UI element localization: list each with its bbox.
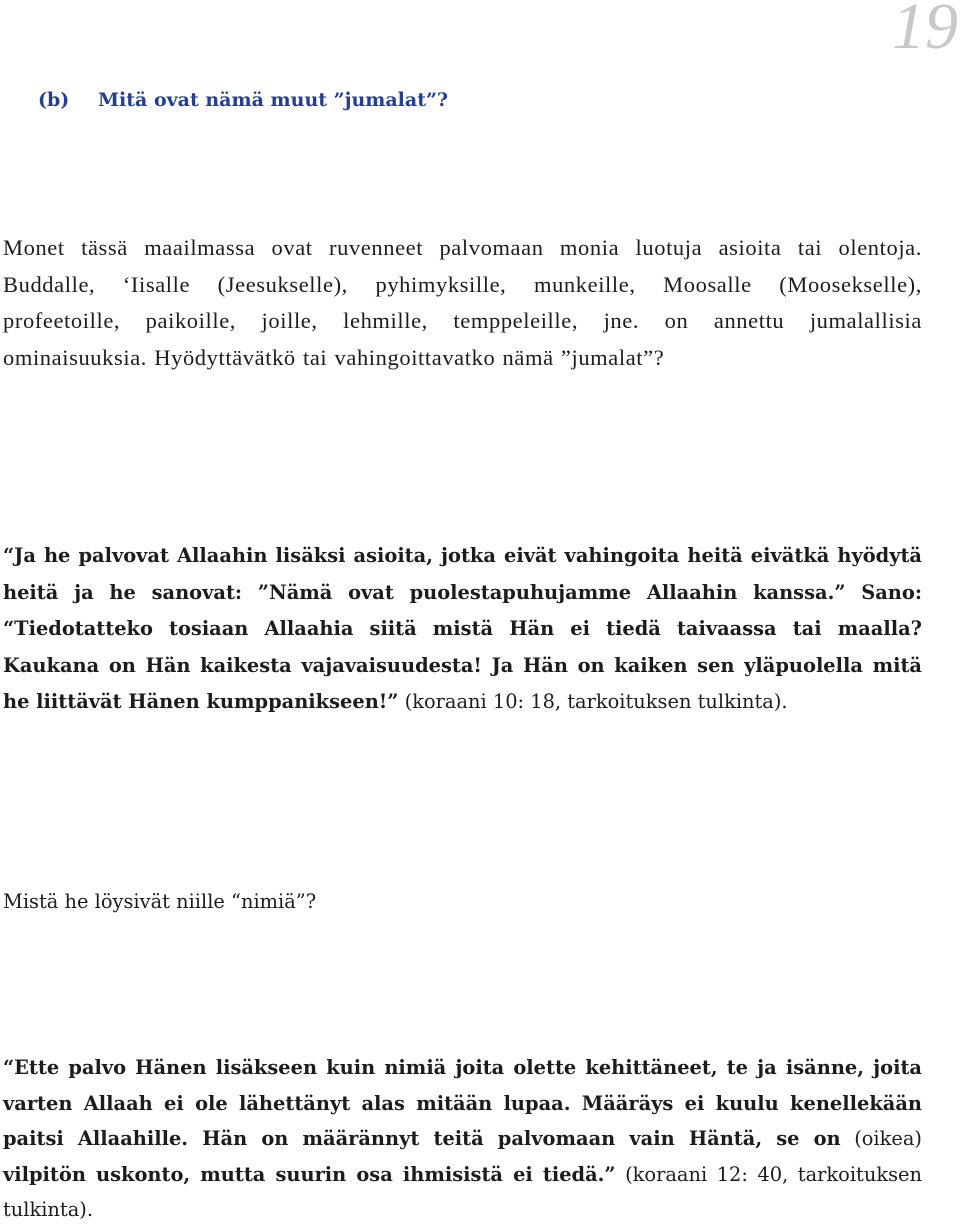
quran-quote-12-40-text-part1: “Ette palvo Hänen lisäkseen kuin nimiä joita olette kehittäneet, te ja isänne, joita varten Allaah ei ole lähettänyt alas mitään lupaa. Määräys ei kuulu kenellekään paitsi Allaahille. Hän on määrännyt teitä palvomaan vain Häntä, se on (3, 1056, 922, 1151)
quran-quote-12-40-reference: (koraani 12: 40, tarkoituksen tulkinta). (3, 1162, 922, 1222)
quran-quote-12-40-insert: (oikea) (840, 1127, 922, 1151)
question-paragraph: Mistä he löysivät niille “nimiä”? (3, 890, 317, 913)
section-heading-label: (b) (38, 89, 70, 111)
page-number: 19 (892, 0, 958, 63)
quran-quote-10-18 (3, 538, 922, 721)
quran-quote-10-18-text: “Ja he palvovat Allaahin lisäksi asioita, jotka eivät vahingoita heitä eivätkä hyödytä heitä ja he sanovat: ”Nämä ovat puolestapuhujamme Allaahin kanssa.” Sano: “Tiedotatteko tosiaan Allaahia siitä mistä Hän ei tiedä taivaassa tai maalla? Kaukana on Hän kaikesta vajavaisuudesta! Ja Hän on kaiken sen yläpuolella mitä he liittävät Hänen kumppanikseen!” (3, 544, 922, 713)
quran-quote-12-40 (3, 1050, 922, 1228)
section-heading-text: Mitä ovat nämä muut ”jumalat”? (98, 89, 449, 111)
quran-quote-12-40-text-part2: vilpitön uskonto, mutta suurin osa ihmisistä ei tiedä.” (3, 1162, 616, 1186)
quran-quote-10-18-reference: (koraani 10: 18, tarkoituksen tulkinta). (398, 690, 788, 713)
intro-paragraph: Monet tässä maailmassa ovat ruvenneet palvomaan monia luotuja asioita tai olentoja. Buddalle, ‘Iisalle (Jeesukselle), pyhimyksille, munkeille, Moosalle (Moosekselle), profeetoille, paikoille, joille, lehmille, temppeleille, jne. on annettu jumalallisia ominaisuuksia. Hyödyttävätkö tai vahingoittavatko nämä ”jumalat”? (3, 235, 922, 370)
section-heading (38, 88, 448, 113)
